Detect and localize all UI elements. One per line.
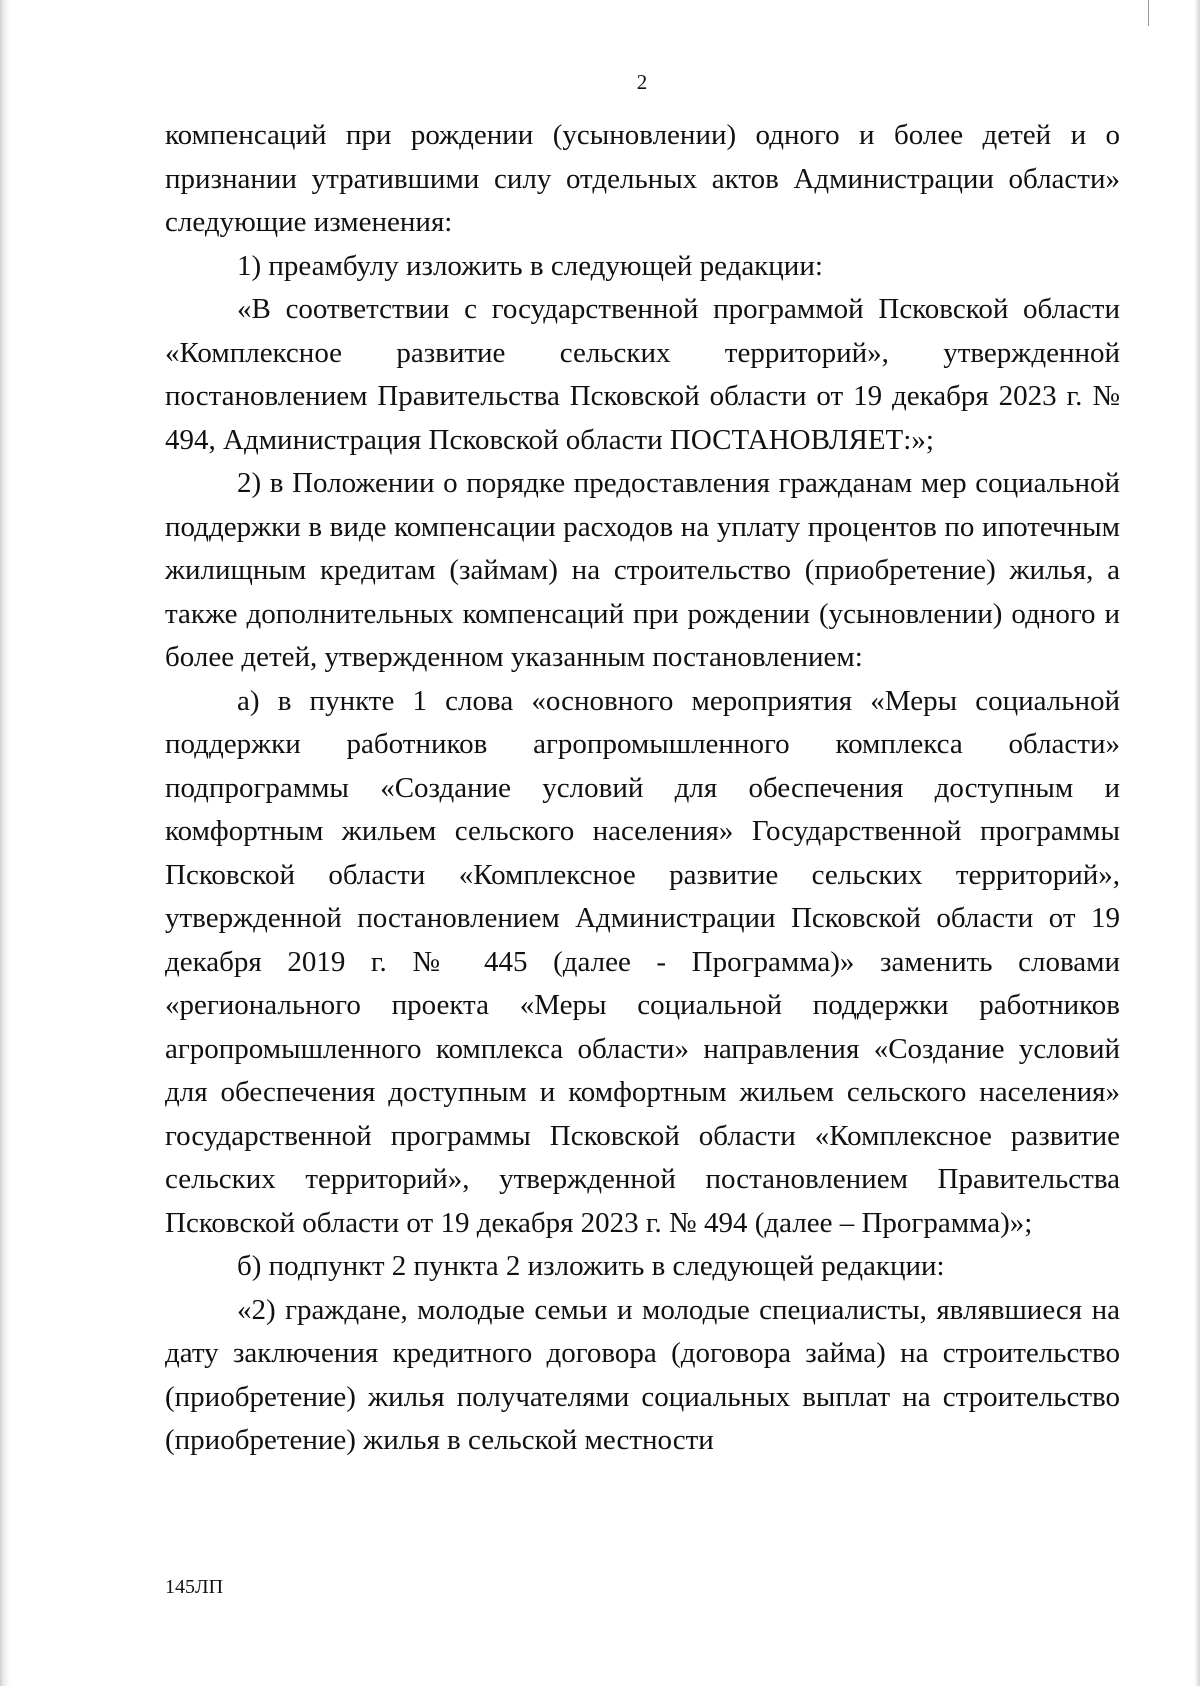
paragraph: компенсаций при рождении (усыновлении) одного и более детей и о признании утратившими силу отдельных актов Администрации области» следующие изменения: xyxy=(165,119,1120,238)
paragraph: б) подпункт 2 пункта 2 изложить в следующей редакции: xyxy=(237,1250,945,1282)
document-code: 145ЛП xyxy=(165,1576,224,1598)
paragraph: а) в пункте 1 слова «основного мероприятия «Меры социальной поддержки работников агропромышленного комплекса области» подпрограммы «Создание условий для обеспечения доступным и комфортным жильем сельского населения» Государственной программы Псковской области «Комплексное развитие сельских территорий», утвержденной постановлением Администрации Псковской области от 19 декабря 2019 г. № 445 (далее - Программа)» заменить словами «регионального проекта «Меры социальной поддержки работников агропромышленного комплекса области» направления «Создание условий для обеспечения доступным и комфортным жильем сельского населения» государственной программы Псковской области «Комплексное развитие сельских территорий», утвержденной постановлением Правительства Псковской области от 19 декабря 2023 г. № 494 (далее – Программа)»; xyxy=(165,684,1120,1239)
scan-corner-mark xyxy=(1148,0,1149,26)
paragraph: «В соответствии с государственной программой Псковской области «Комплексное развитие сельских территорий», утвержденной постановлением Правительства Псковской области от 19 декабря 2023 г. № 494, Администрация Псковской области ПОСТАНОВЛЯЕТ:»; xyxy=(165,293,1120,456)
document-body xyxy=(165,114,1120,1463)
page-number: 2 xyxy=(636,70,648,94)
scan-left-edge xyxy=(0,0,10,1686)
paragraph: 1) преамбулу изложить в следующей редакции: xyxy=(237,249,823,282)
paragraph: 2) в Положении о порядке предоставления гражданам мер социальной поддержки в виде компенсации расходов на уплату процентов по ипотечным жилищным кредитам (займам) на строительство (приобретение) жилья, а также дополнительных компенсаций при рождении (усыновлении) одного и более детей, утвержденном указанным постановлением: xyxy=(165,467,1120,673)
paragraph: «2) граждане, молодые семьи и молодые специалисты, являвшиеся на дату заключения кредитного договора (договора займа) на строительство (приобретение) жилья получателями социальных выплат на строительство (приобретение) жилья в сельской местности xyxy=(165,1293,1120,1456)
scan-right-edge xyxy=(1194,0,1200,1686)
